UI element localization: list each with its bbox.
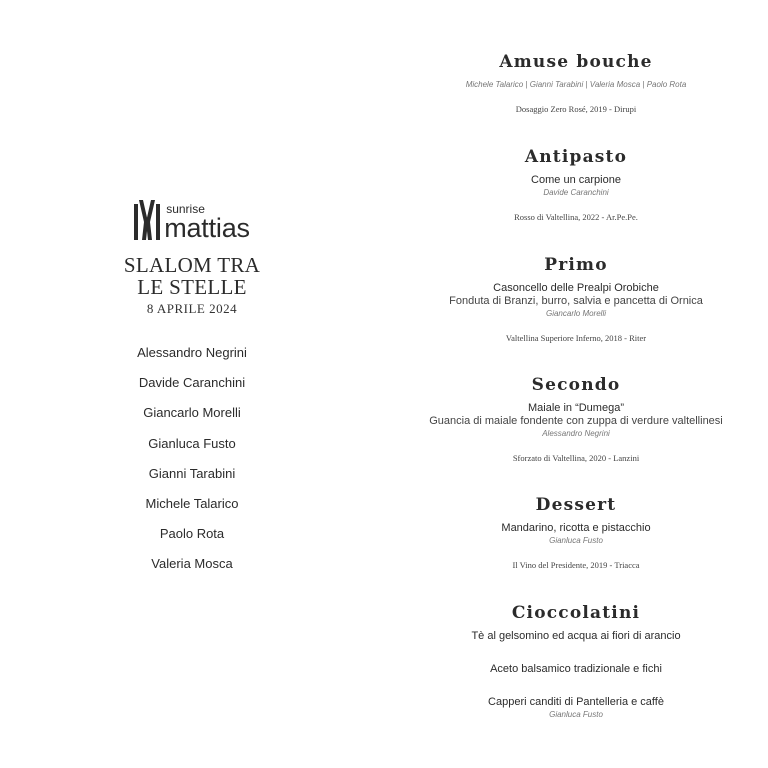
wine-pairing: Dosaggio Zero Rosé, 2019 - Dirupi: [515, 104, 637, 114]
dish-name: Casoncello delle Prealpi Orobiche: [493, 282, 659, 294]
chef-list-item: Valeria Mosca: [151, 556, 233, 572]
dish-chef: Davide Caranchini: [543, 188, 609, 197]
dish-name: Come un carpione: [531, 174, 621, 186]
brand-logo-icon: [134, 200, 160, 240]
course-title: Secondo: [531, 375, 621, 395]
chef-list-item: Michele Talarico: [145, 495, 239, 511]
dish-name: Aceto balsamico tradizionale e fichi: [490, 663, 662, 675]
course-title: Antipasto: [524, 147, 628, 167]
chef-list-item: Davide Caranchini: [138, 375, 246, 391]
chef-list-item: Paolo Rota: [159, 526, 225, 542]
wine-pairing: Il Vino del Presidente, 2019 - Triacca: [512, 560, 640, 570]
dish-chef: Giancarlo Morelli: [545, 309, 607, 318]
chef-list-item: Gianni Tarabini: [148, 465, 236, 481]
chef-list-item: Alessandro Negrini: [137, 345, 247, 360]
dish-chef: Alessandro Negrini: [542, 429, 610, 438]
left-panel: [70, 190, 314, 587]
brand-logo: [70, 190, 314, 243]
course-chefs: Michele Talarico | Gianni Tarabini | Valeria Mosca | Paolo Rota: [465, 80, 687, 89]
brand-name: mattias: [164, 213, 250, 243]
course-amuse-bouche: [400, 51, 752, 115]
event-title: [70, 254, 314, 298]
course-title: Primo: [544, 255, 608, 275]
dish-name: Maiale in “Dumega”: [528, 402, 624, 414]
dish-chef: Gianluca Fusto: [549, 536, 603, 545]
course-secondo: [400, 374, 752, 464]
course-dessert: [400, 494, 752, 571]
chef-list-item: Giancarlo Morelli: [143, 405, 241, 421]
dish-description: Guancia di maiale fondente con zuppa di verdure valtellinesi: [429, 415, 723, 427]
dish-chef: Gianluca Fusto: [549, 710, 603, 719]
brand-small: sunrise: [166, 202, 205, 216]
course-antipasto: [400, 146, 752, 223]
event-title-line-1: SLALOM TRA: [123, 253, 261, 277]
course-title: Dessert: [535, 495, 617, 515]
course-title: Amuse bouche: [499, 52, 653, 72]
wine-pairing: Sforzato di Valtellina, 2020 - Lanzini: [512, 453, 640, 463]
wine-pairing: Valtellina Superiore Inferno, 2018 - Riter: [505, 333, 647, 343]
course-cioccolatini: [400, 602, 752, 720]
course-title: Cioccolatini: [511, 603, 641, 623]
chef-list-item: Gianluca Fusto: [148, 435, 236, 451]
dish-name: Tè al gelsomino ed acqua ai fiori di arancio: [471, 630, 681, 642]
chef-list: [70, 345, 314, 587]
event-date: 8 APRILE 2024: [146, 301, 238, 316]
wine-pairing: Rosso di Valtellina, 2022 - Ar.Pe.Pe.: [514, 212, 638, 222]
event-title-line-2: LE STELLE: [137, 275, 247, 299]
dish-description: Fonduta di Branzi, burro, salvia e pancetta di Ornica: [449, 295, 703, 307]
course-primo: [400, 254, 752, 344]
dish-name: Capperi canditi di Pantelleria e caffè: [488, 696, 664, 708]
dish-name: Mandarino, ricotta e pistacchio: [501, 522, 651, 534]
